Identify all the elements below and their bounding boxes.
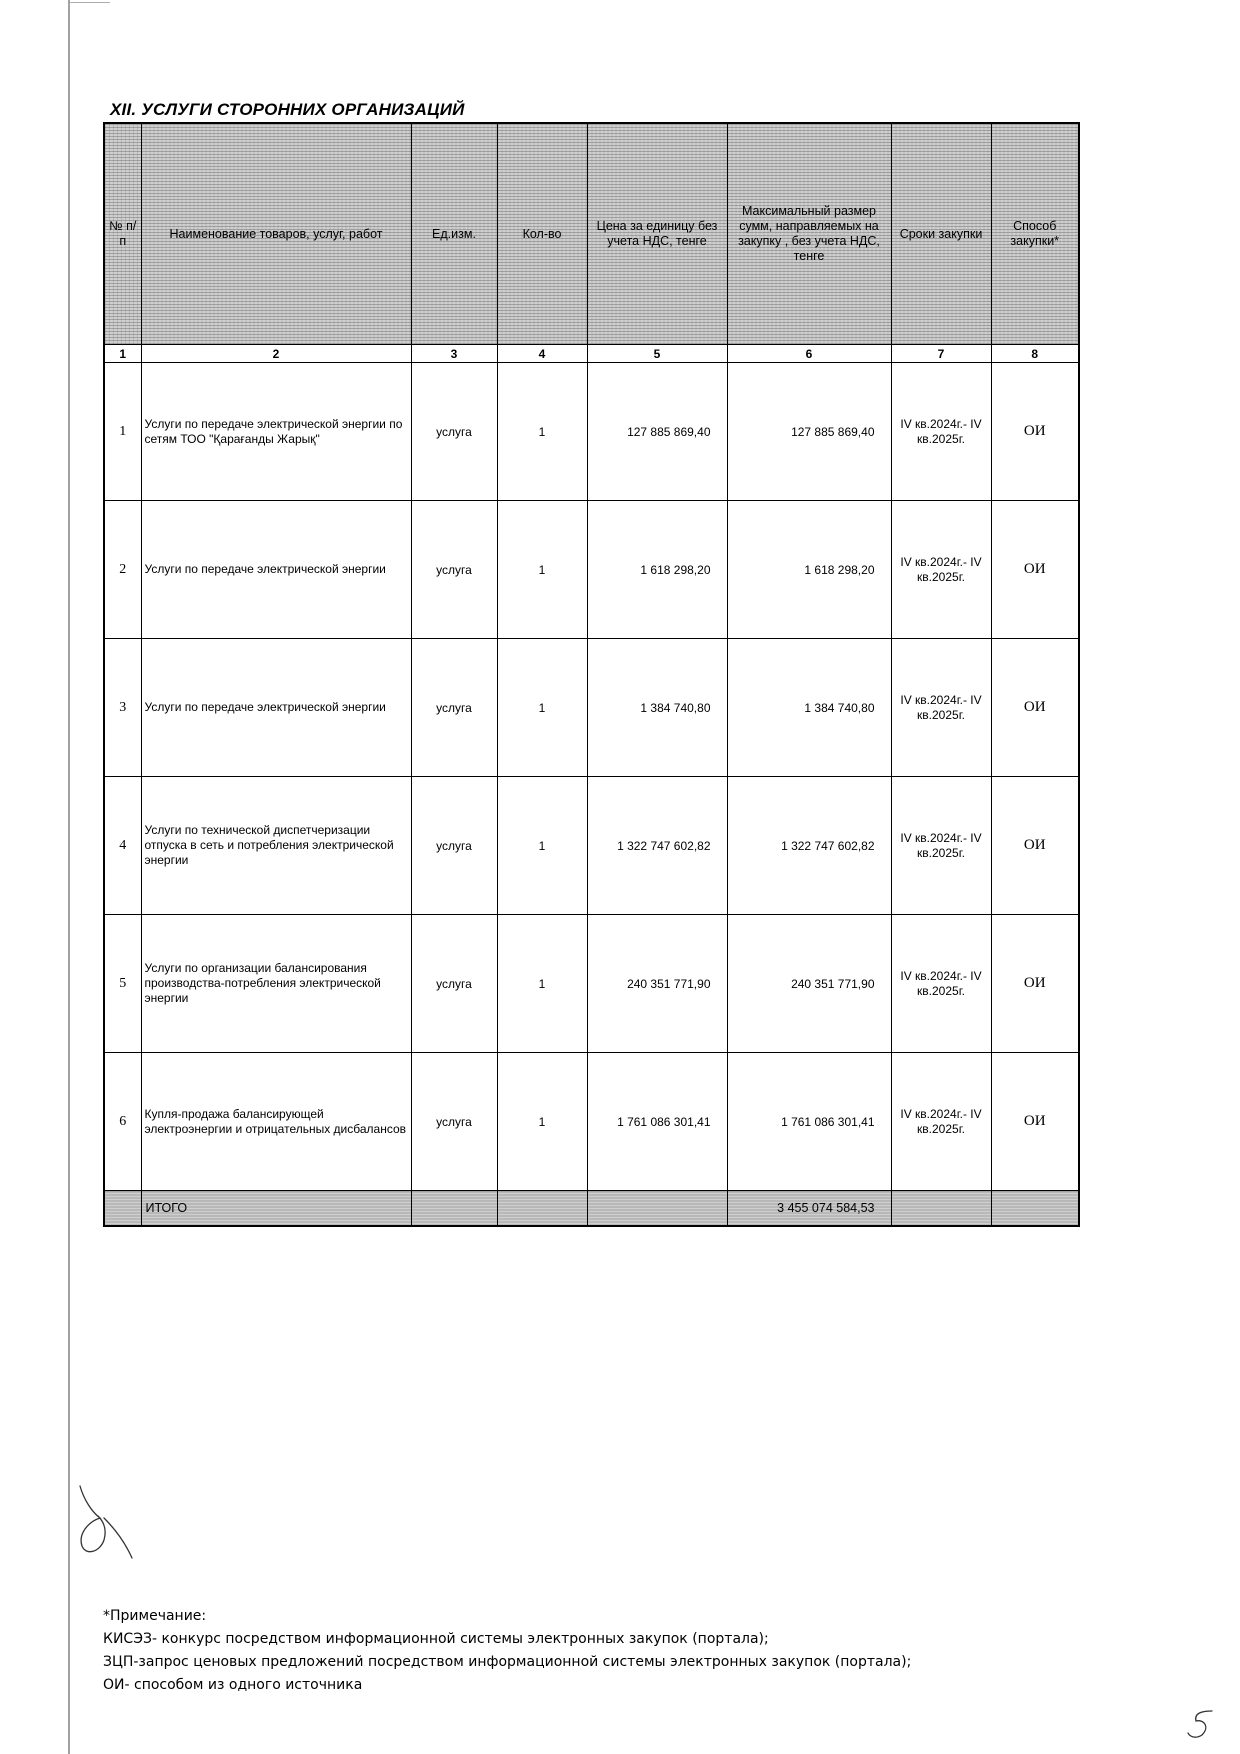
total-label: ИТОГО [141,1191,411,1227]
table-row [104,1053,1079,1191]
unit-price-cell: 1 384 740,80 [587,639,727,777]
handwritten-page-mark [1182,1705,1222,1745]
header-cell: Кол-во [497,123,587,345]
total-row [104,1191,1079,1227]
unit-cell: услуга [411,501,497,639]
quantity-cell: 1 [497,363,587,501]
column-number: 1 [104,345,141,363]
column-number: 2 [141,345,411,363]
method-cell: ОИ [991,915,1079,1053]
note-line: *Примечание: [103,1608,207,1624]
total-blank-cell [991,1191,1079,1227]
method-cell: ОИ [991,363,1079,501]
header-cell: Ед.изм. [411,123,497,345]
max-sum-cell: 1 384 740,80 [727,639,891,777]
unit-price-cell: 240 351 771,90 [587,915,727,1053]
max-sum-cell: 240 351 771,90 [727,915,891,1053]
unit-price-cell: 1 618 298,20 [587,501,727,639]
total-blank-cell [411,1191,497,1227]
total-blank-cell [104,1191,141,1227]
service-name: Услуги по передаче электрической энергии [141,501,411,639]
table-header-row [104,123,1079,345]
table-row [104,777,1079,915]
column-number: 8 [991,345,1079,363]
row-number: 2 [104,501,141,639]
header-cell: Наименование товаров, услуг, работ [141,123,411,345]
note-line: ОИ- способом из одного источника [103,1677,363,1693]
term-cell: IV кв.2024г.- IV кв.2025г. [891,501,991,639]
quantity-cell: 1 [497,639,587,777]
row-number: 4 [104,777,141,915]
table-row [104,501,1079,639]
method-cell: ОИ [991,777,1079,915]
service-name: Купля-продажа балансирующей электроэнергии и отрицательных дисбалансов [141,1053,411,1191]
method-cell: ОИ [991,1053,1079,1191]
unit-cell: услуга [411,639,497,777]
note-line: ЗЦП-запрос ценовых предложений посредством информационной системы электронных закупок (портала); [103,1654,912,1670]
scan-corner-mark [70,2,110,13]
column-number: 3 [411,345,497,363]
procurement-table [103,122,1080,1227]
table-row [104,639,1079,777]
max-sum-cell: 1 618 298,20 [727,501,891,639]
header-cell: Максимальный размер сумм, направляемых на закупку , без учета НДС, тенге [727,123,891,345]
section-title: XII. УСЛУГИ СТОРОННИХ ОРГАНИЗАЦИЙ [110,100,465,119]
unit-price-cell: 127 885 869,40 [587,363,727,501]
unit-cell: услуга [411,915,497,1053]
term-cell: IV кв.2024г.- IV кв.2025г. [891,1053,991,1191]
term-cell: IV кв.2024г.- IV кв.2025г. [891,639,991,777]
column-number: 7 [891,345,991,363]
column-number: 5 [587,345,727,363]
quantity-cell: 1 [497,777,587,915]
term-cell: IV кв.2024г.- IV кв.2025г. [891,777,991,915]
footnotes [103,1605,911,1697]
quantity-cell: 1 [497,915,587,1053]
quantity-cell: 1 [497,1053,587,1191]
row-number: 1 [104,363,141,501]
total-blank-cell [587,1191,727,1227]
unit-price-cell: 1 761 086 301,41 [587,1053,727,1191]
unit-cell: услуга [411,363,497,501]
column-number: 6 [727,345,891,363]
header-cell: Способ закупки* [991,123,1079,345]
header-cell: Цена за единицу без учета НДС, тенге [587,123,727,345]
row-number: 5 [104,915,141,1053]
service-name: Услуги по передаче электрической энергии по сетям ТОО "Қарағанды Жарық" [141,363,411,501]
handwritten-signature [70,1478,150,1568]
header-cell: № п/п [104,123,141,345]
total-blank-cell [497,1191,587,1227]
header-cell: Сроки закупки [891,123,991,345]
method-cell: ОИ [991,501,1079,639]
total-blank-cell [891,1191,991,1227]
row-number: 3 [104,639,141,777]
term-cell: IV кв.2024г.- IV кв.2025г. [891,915,991,1053]
column-number-row [104,345,1079,363]
column-number: 4 [497,345,587,363]
table-row [104,363,1079,501]
term-cell: IV кв.2024г.- IV кв.2025г. [891,363,991,501]
unit-cell: услуга [411,1053,497,1191]
table-row [104,915,1079,1053]
service-name: Услуги по технической диспетчеризации отпуска в сеть и потребления электрической энергии [141,777,411,915]
note-line: КИСЭЗ- конкурс посредством информационной системы электронных закупок (портала); [103,1631,769,1647]
quantity-cell: 1 [497,501,587,639]
unit-price-cell: 1 322 747 602,82 [587,777,727,915]
service-name: Услуги по организации балансирования производства-потребления электрической энергии [141,915,411,1053]
method-cell: ОИ [991,639,1079,777]
unit-cell: услуга [411,777,497,915]
max-sum-cell: 1 761 086 301,41 [727,1053,891,1191]
service-name: Услуги по передаче электрической энергии [141,639,411,777]
max-sum-cell: 127 885 869,40 [727,363,891,501]
total-sum: 3 455 074 584,53 [727,1191,891,1227]
max-sum-cell: 1 322 747 602,82 [727,777,891,915]
row-number: 6 [104,1053,141,1191]
